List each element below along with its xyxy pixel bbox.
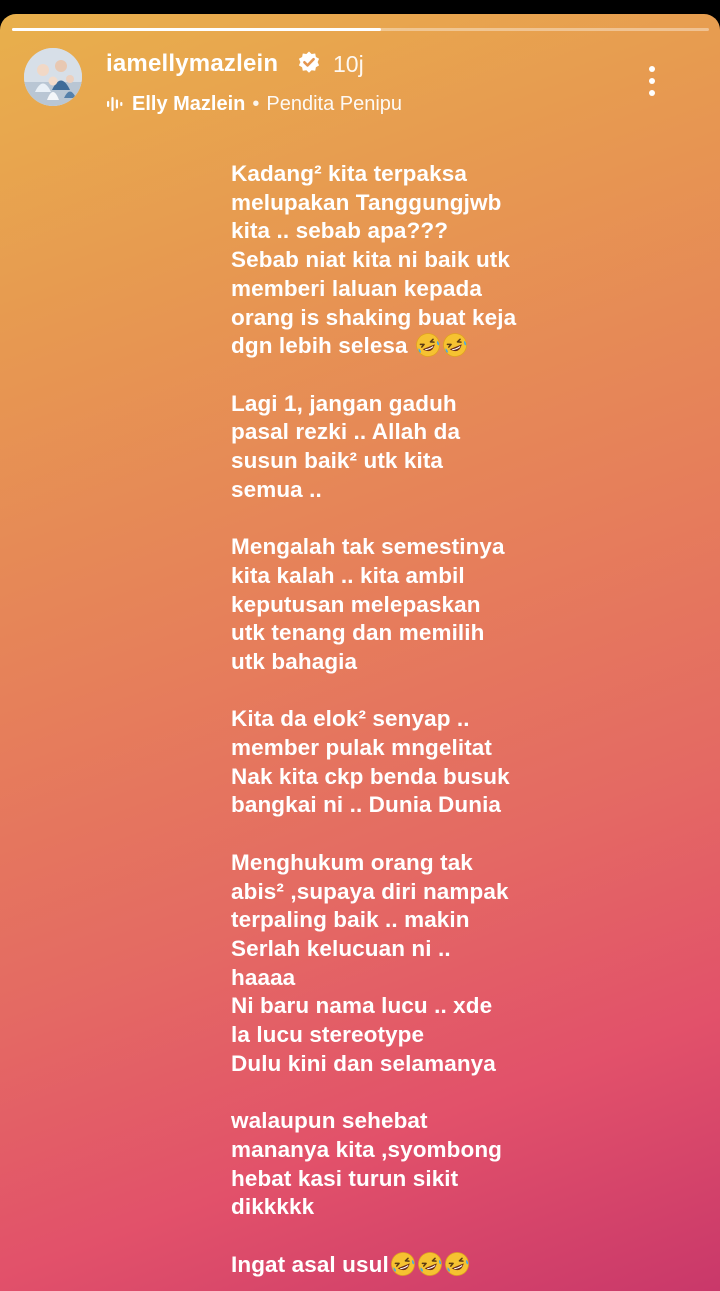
story-text-line (231, 791, 561, 820)
story-text-line-text: Sebab niat kita ni baik utk (231, 247, 511, 273)
story-text-line (231, 1165, 561, 1194)
story-text-line-text: abis² ,supaya diri nampak (231, 878, 509, 904)
rolling-laughing-emoji-icon (390, 1251, 416, 1277)
story-text-line-text: Kita da elok² senyap .. (231, 706, 470, 732)
story-text-line (231, 246, 561, 275)
story-progress-fill (12, 28, 381, 31)
story-text-block (231, 160, 561, 1291)
story-paragraph (231, 1107, 561, 1222)
story-text-line (231, 1107, 561, 1136)
more-vertical-icon (637, 61, 667, 101)
story-text-line (231, 189, 561, 218)
story-paragraph (231, 390, 561, 505)
audio-artist: Pendita Penipu (266, 92, 403, 115)
story-text-line-text: Lagi 1, jangan gaduh (231, 390, 457, 416)
story-text-line-text: semua .. (231, 476, 322, 502)
story-text-line-text: Serlah kelucuan ni .. (231, 935, 451, 961)
story-text-line (231, 1251, 561, 1280)
story-text-line-text: melupakan Tanggungjwb (231, 189, 502, 215)
audio-title: Elly Mazlein (132, 92, 246, 115)
story-progress-bar (12, 28, 709, 31)
story-text-line (231, 619, 561, 648)
story-text-line (231, 476, 561, 505)
story-text-line (231, 217, 561, 246)
verified-badge-icon (296, 50, 322, 76)
story-text-line (231, 648, 561, 677)
story-text-line (231, 390, 561, 419)
story-text-line-text: terpaling baik .. makin (231, 907, 470, 933)
story-paragraph (231, 160, 561, 361)
story-text-line (231, 935, 561, 964)
story-text-line-text: keputusan melepaskan (231, 591, 481, 617)
story-text-line-text: Ni baru nama lucu .. xde (231, 993, 493, 1019)
story-text-line (231, 447, 561, 476)
story-text-line-text: member pulak mngelitat (231, 735, 493, 761)
story-text-line-text: Dulu kini dan selamanya (231, 1050, 496, 1076)
story-text-line-text: pasal rezki .. Allah da (231, 419, 461, 445)
story-text-line (231, 964, 561, 993)
story-timestamp: 10j (333, 51, 364, 77)
story-text-line-text: haaaa (231, 964, 296, 990)
story-text-line (231, 906, 561, 935)
story-text-line (231, 1193, 561, 1222)
story-text-line (231, 849, 561, 878)
story-text-line-text: dikkkkk (231, 1194, 315, 1220)
story-text-line-text: kita .. sebab apa??? (231, 218, 449, 244)
story-paragraph (231, 849, 561, 1079)
audio-wave-icon (106, 95, 124, 113)
rolling-laughing-emoji-icon (444, 1251, 470, 1277)
story-text-line-text: walaupun sehebat (231, 1108, 428, 1134)
story-text-line (231, 304, 561, 333)
story-text-line-text: dgn lebih selesa (231, 333, 415, 359)
story-text-line-text: Nak kita ckp benda busuk (231, 763, 510, 789)
story-paragraph (231, 705, 561, 820)
story-viewer[interactable] (0, 14, 720, 1291)
story-text-line (231, 1136, 561, 1165)
username[interactable]: iamellymazlein (106, 50, 279, 77)
story-text-line-text: la lucu stereotype (231, 1022, 425, 1048)
story-text-line (231, 533, 561, 562)
story-text-line (231, 1021, 561, 1050)
story-text-line (231, 705, 561, 734)
story-text-line (231, 992, 561, 1021)
story-text-line-text: Ingat asal usul (231, 1251, 389, 1277)
story-text-line (231, 763, 561, 792)
story-text-line (231, 734, 561, 763)
story-text-line (231, 332, 561, 361)
story-text-line-text: Kadang² kita terpaksa (231, 161, 467, 186)
story-text-line-text: orang is shaking buat keja (231, 304, 517, 330)
avatar[interactable] (24, 48, 82, 106)
rolling-laughing-emoji-icon (415, 332, 441, 358)
story-text-line-text: kita kalah .. kita ambil (231, 562, 465, 588)
audio-attribution[interactable] (106, 89, 402, 119)
more-options-button[interactable] (637, 61, 667, 101)
story-text-line (231, 1050, 561, 1079)
story-text-line-text: mananya kita ,syombong (231, 1136, 503, 1162)
story-paragraph (231, 1251, 561, 1280)
story-text-line (231, 160, 561, 189)
story-text-line-text: susun baik² utk kita (231, 448, 444, 474)
separator-dot: • (252, 92, 260, 115)
story-text-line (231, 878, 561, 907)
story-header (24, 48, 700, 115)
story-text-line (231, 275, 561, 304)
rolling-laughing-emoji-icon (417, 1251, 443, 1277)
story-text-line-text: utk bahagia (231, 648, 358, 674)
story-text-line-text: hebat kasi turun sikit (231, 1165, 459, 1191)
rolling-laughing-emoji-icon (442, 332, 468, 358)
story-paragraph (231, 533, 561, 677)
story-text-line (231, 591, 561, 620)
story-text-line-text: memberi laluan kepada (231, 275, 482, 301)
story-text-line-text: utk tenang dan memilih (231, 620, 485, 646)
story-text-line (231, 562, 561, 591)
story-text-line-text: Mengalah tak semestinya (231, 534, 505, 560)
story-text-line-text: bangkai ni .. Dunia Dunia (231, 792, 502, 818)
story-text-line-text: Menghukum orang tak (231, 849, 473, 875)
story-text-line (231, 418, 561, 447)
